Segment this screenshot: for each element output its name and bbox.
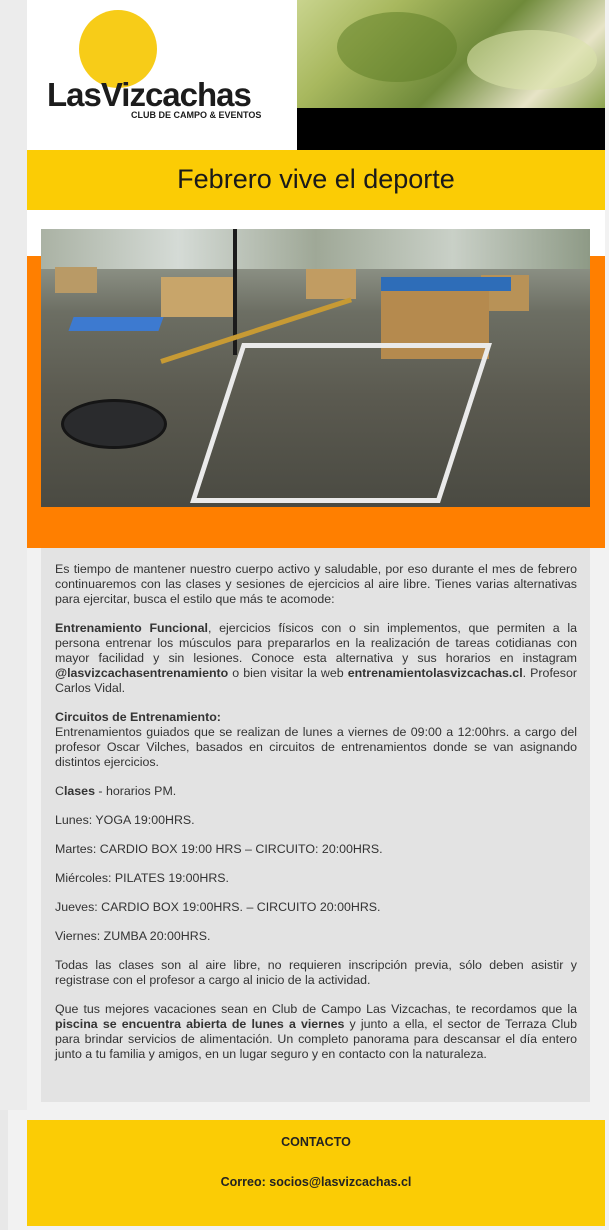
schedule-item: Martes: CARDIO BOX 19:00 HRS – CIRCUITO: 20:00HRS. (55, 842, 383, 856)
feature-photo (41, 229, 590, 507)
weight-plate (61, 399, 167, 449)
web-link[interactable]: entrenamientolasvizcachas.cl (347, 666, 523, 680)
plyo-box (306, 269, 356, 299)
plyo-box (161, 277, 233, 317)
tree-light (467, 30, 597, 90)
note-paragraph: Todas las clases son al aire libre, no requieren inscripción previa, sólo deben asistir y registrase con el profesor a cargo al inicio de la actividad. (55, 958, 577, 987)
contact-title: CONTACTO (281, 1135, 351, 1149)
schedule-item: Lunes: YOGA 19:00HRS. (55, 813, 195, 827)
left-margin-lower (0, 1110, 8, 1230)
circuitos-title: Circuitos de Entrenamiento: (55, 710, 221, 724)
logo[interactable] (27, 0, 297, 142)
instagram-handle[interactable]: @lasvizcachasentrenamiento (55, 666, 229, 680)
title-band (27, 150, 605, 210)
tree-foliage (337, 12, 457, 82)
content-box (41, 548, 590, 1102)
schedule-item: Miércoles: PILATES 19:00HRS. (55, 871, 229, 885)
header-photo (297, 0, 605, 108)
blue-pad (381, 277, 511, 291)
content-text (55, 562, 577, 1076)
clases-heading: Clases - horarios PM. (55, 784, 177, 798)
left-margin (0, 0, 27, 1110)
plyo-box (55, 267, 97, 293)
logo-text: LasVizcachas (47, 76, 251, 113)
background-trees (41, 229, 590, 269)
logo-subtitle: CLUB DE CAMPO & EVENTOS (131, 110, 262, 120)
schedule-item: Jueves: CARDIO BOX 19:00HRS. – CIRCUITO 20:00HRS. (55, 900, 381, 914)
court-lines (190, 343, 492, 503)
page-title: Febrero vive el deporte (177, 164, 455, 194)
footer (27, 1120, 605, 1226)
schedule-item: Viernes: ZUMBA 20:00HRS. (55, 929, 211, 943)
blue-mat (68, 317, 163, 331)
header-black-bar (297, 108, 605, 150)
header (27, 0, 605, 150)
funcional-title: Entrenamiento Funcional (55, 621, 208, 635)
funcional-paragraph: Entrenamiento Funcional, ejercicios físicos con o sin implementos, que permiten a la persona entrenar los músculos para prepararlos en la realización de tareas cotidianas con mayor facilidad y sin lesiones. Conoce esta alternativa y sus horarios en instagram @lasvizcachasentrenamiento o bien visitar la web entrenamientolasvizcachas.cl. Profesor Carlos Vidal. (55, 621, 578, 695)
intro-paragraph: Es tiempo de mantener nuestro cuerpo activo y saludable, por eso durante el mes de febrero continuaremos con las clases y sesiones de ejercicios al aire libre. Tienes varias alternativas para ejercitar, busca el estilo que más te acomode: (55, 562, 577, 606)
circuitos-paragraph: Circuitos de Entrenamiento: Entrenamientos guiados que se realizan de lunes a viernes de 09:00 a 12:00hrs. a cargo del profesor Oscar Vilches, basados en circuitos de entrenamientos donde se van asignando distintos ejercicios. (55, 710, 577, 769)
contact-email[interactable]: Correo: socios@lasvizcachas.cl (220, 1175, 412, 1189)
vacaciones-paragraph: Que tus mejores vacaciones sean en Club de Campo Las Vizcachas, te recordamos que la piscina se encuentra abierta de lunes a viernes y junto a ella, el sector de Terraza Club para brindar servicios de alimentación. Un completo panorama para descansar el día entero junto a tu familia y amigos, en un lugar seguro y en contacto con la naturaleza. (55, 1002, 577, 1061)
